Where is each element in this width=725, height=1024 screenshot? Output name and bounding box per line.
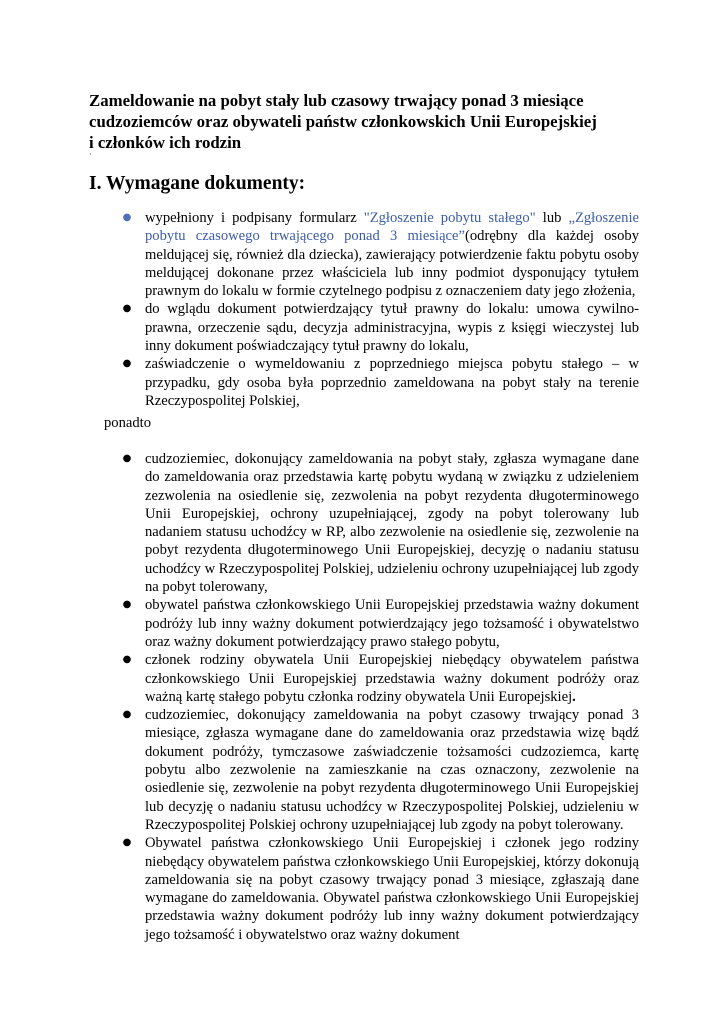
bullet-icon: ● xyxy=(122,212,132,223)
bullet-icon: ● xyxy=(122,303,132,315)
item-text: lub xyxy=(535,210,569,226)
bullet-icon: ● xyxy=(122,358,132,370)
list-item xyxy=(122,596,639,651)
title-line-3: i członków ich rodzin xyxy=(89,132,242,152)
list-item xyxy=(122,450,640,596)
item-text: obywatel państwa członkowskiego Unii Europejskiej przedstawia ważny dokument podróży lub inny ważny dokument potwierdzający jego tożsamość i obywatelstwo oraz ważny dokument potwierdzający prawo stałego pobytu, xyxy=(145,597,639,650)
item-text: Obywatel państwa członkowskiego Unii Europejskiej i członek jego rodziny niebędący obywatelem państwa członkowskiego Unii Europejskiej, którzy dokonują zameldowania się na pobyt czasowy trwający ponad 3 miesiące, zgłaszają dane wymagane do zameldowania. Obywatel państwa członkowskiego Unii Europejskiej przedstawia ważny dokument podróży lub inny ważny dokument potwierdzający jego tożsamość i obywatelstwo oraz ważny dokument xyxy=(145,835,639,943)
item-end-mark: . xyxy=(572,688,576,705)
small-mark: · xyxy=(89,150,92,159)
item-text: wypełniony i podpisany formularz xyxy=(145,210,364,226)
item-text: cudzoziemiec, dokonujący zameldowania na pobyt czasowy trwający ponad 3 miesiące, zgłasza wymagane dane do zameldowania oraz przedstawia wizę bądź dokument podróży, tymczasowe zaświadczenie tożsamości cudzoziemca, kartę pobytu albo zezwolenie na zamieszkanie na czas oznaczony, zezwolenie na osiedlenie się, zezwolenie na pobyt rezydenta długoterminowego Unii Europejskiej lub decyzję o nadaniu statusu uchodźcy w Rzeczypospolitej Polskiej, udzieleniu w Rzeczypospolitej Polskiej ochrony uzupełniającej lub zgody na pobyt tolerowany. xyxy=(145,707,639,833)
ponadto-label: ponadto xyxy=(104,415,152,431)
list-item xyxy=(122,706,639,834)
required-documents-list xyxy=(122,209,639,410)
form-link-permanent[interactable]: "Zgłoszenie pobytu stałego" xyxy=(363,210,536,226)
bullet-icon: ● xyxy=(122,453,132,464)
form-link-temporary[interactable]: „Zgłoszenie pobytu czasowego trwającego ponad 3 miesiące” xyxy=(145,210,639,245)
section-heading: I. Wymagane dokumenty: xyxy=(89,173,306,194)
item-text: (odrębny dla każdej osoby meldującej się, również dla dziecka), zawierający potwierdzenie faktu pobytu osoby meldującej dokonane przez właściciela lub inny podmiot dysponujący tytułem prawnym do lokalu w formie czytelnego podpisu z oznaczeniem daty jego złożenia, xyxy=(145,228,639,300)
item-text: cudzoziemiec, dokonujący zameldowania na pobyt stały, zgłasza wymagane dane do zameldowania oraz przedstawia kartę pobytu wydaną w związku z udzieleniem zezwolenia na osiedlenie się, zezwolenia na pobyt rezydenta długoterminowego Unii Europejskiej, ochrony uzupełniającej, zgody na pobyt tolerowany lub nadaniem statusu uchodźcy w RP, albo zezwolenie na osiedlenie się, zezwolenie na pobyt rezydenta długoterminowego Unii Europejskiej, decyzję o nadaniu statusu uchodźcy w Rzeczypospolitej Polskiej, udzieleniu ochrony uzupełniającej lub zgody na pobyt tolerowany, xyxy=(145,451,640,596)
list-item xyxy=(122,300,639,355)
item-text: do wglądu dokument potwierdzający tytuł prawny do lokalu: umowa cywilno-prawna, orzeczenie sądu, decyzja administracyjna, wypis z księgi wieczystej lub inny dokument poświadczający tytuł prawny do lokalu, xyxy=(145,301,639,355)
item-text: zaświadczenie o wymeldowaniu z poprzedniego miejsca pobytu stałego – w przypadku, gdy osoba była poprzednio zameldowana na pobyt stały na terenie Rzeczypospolitej Polskiej, xyxy=(145,356,639,409)
list-item xyxy=(122,834,639,944)
document-title xyxy=(89,91,649,153)
bullet-icon: ● xyxy=(122,837,132,849)
bullet-icon: ● xyxy=(122,599,132,611)
list-item xyxy=(122,651,639,706)
bullet-icon: ● xyxy=(122,709,132,721)
item-text: członek rodziny obywatela Unii Europejskiej niebędący obywatelem państwa członkowskiego Unii Europejskiej przedstawia ważny dokument podróży oraz ważną kartę stałego pobytu członka rodziny obywatela Unii Europejskiej xyxy=(145,652,639,705)
title-line-2: cudzoziemców oraz obywateli państw członkowskich Unii Europejskiej xyxy=(89,111,597,131)
bullet-icon: ● xyxy=(122,654,132,666)
list-item xyxy=(122,209,639,300)
list-item xyxy=(122,355,639,410)
foreigner-requirements-list xyxy=(122,450,640,944)
title-line-1: Zameldowanie na pobyt stały lub czasowy trwający ponad 3 miesiące xyxy=(89,91,584,110)
